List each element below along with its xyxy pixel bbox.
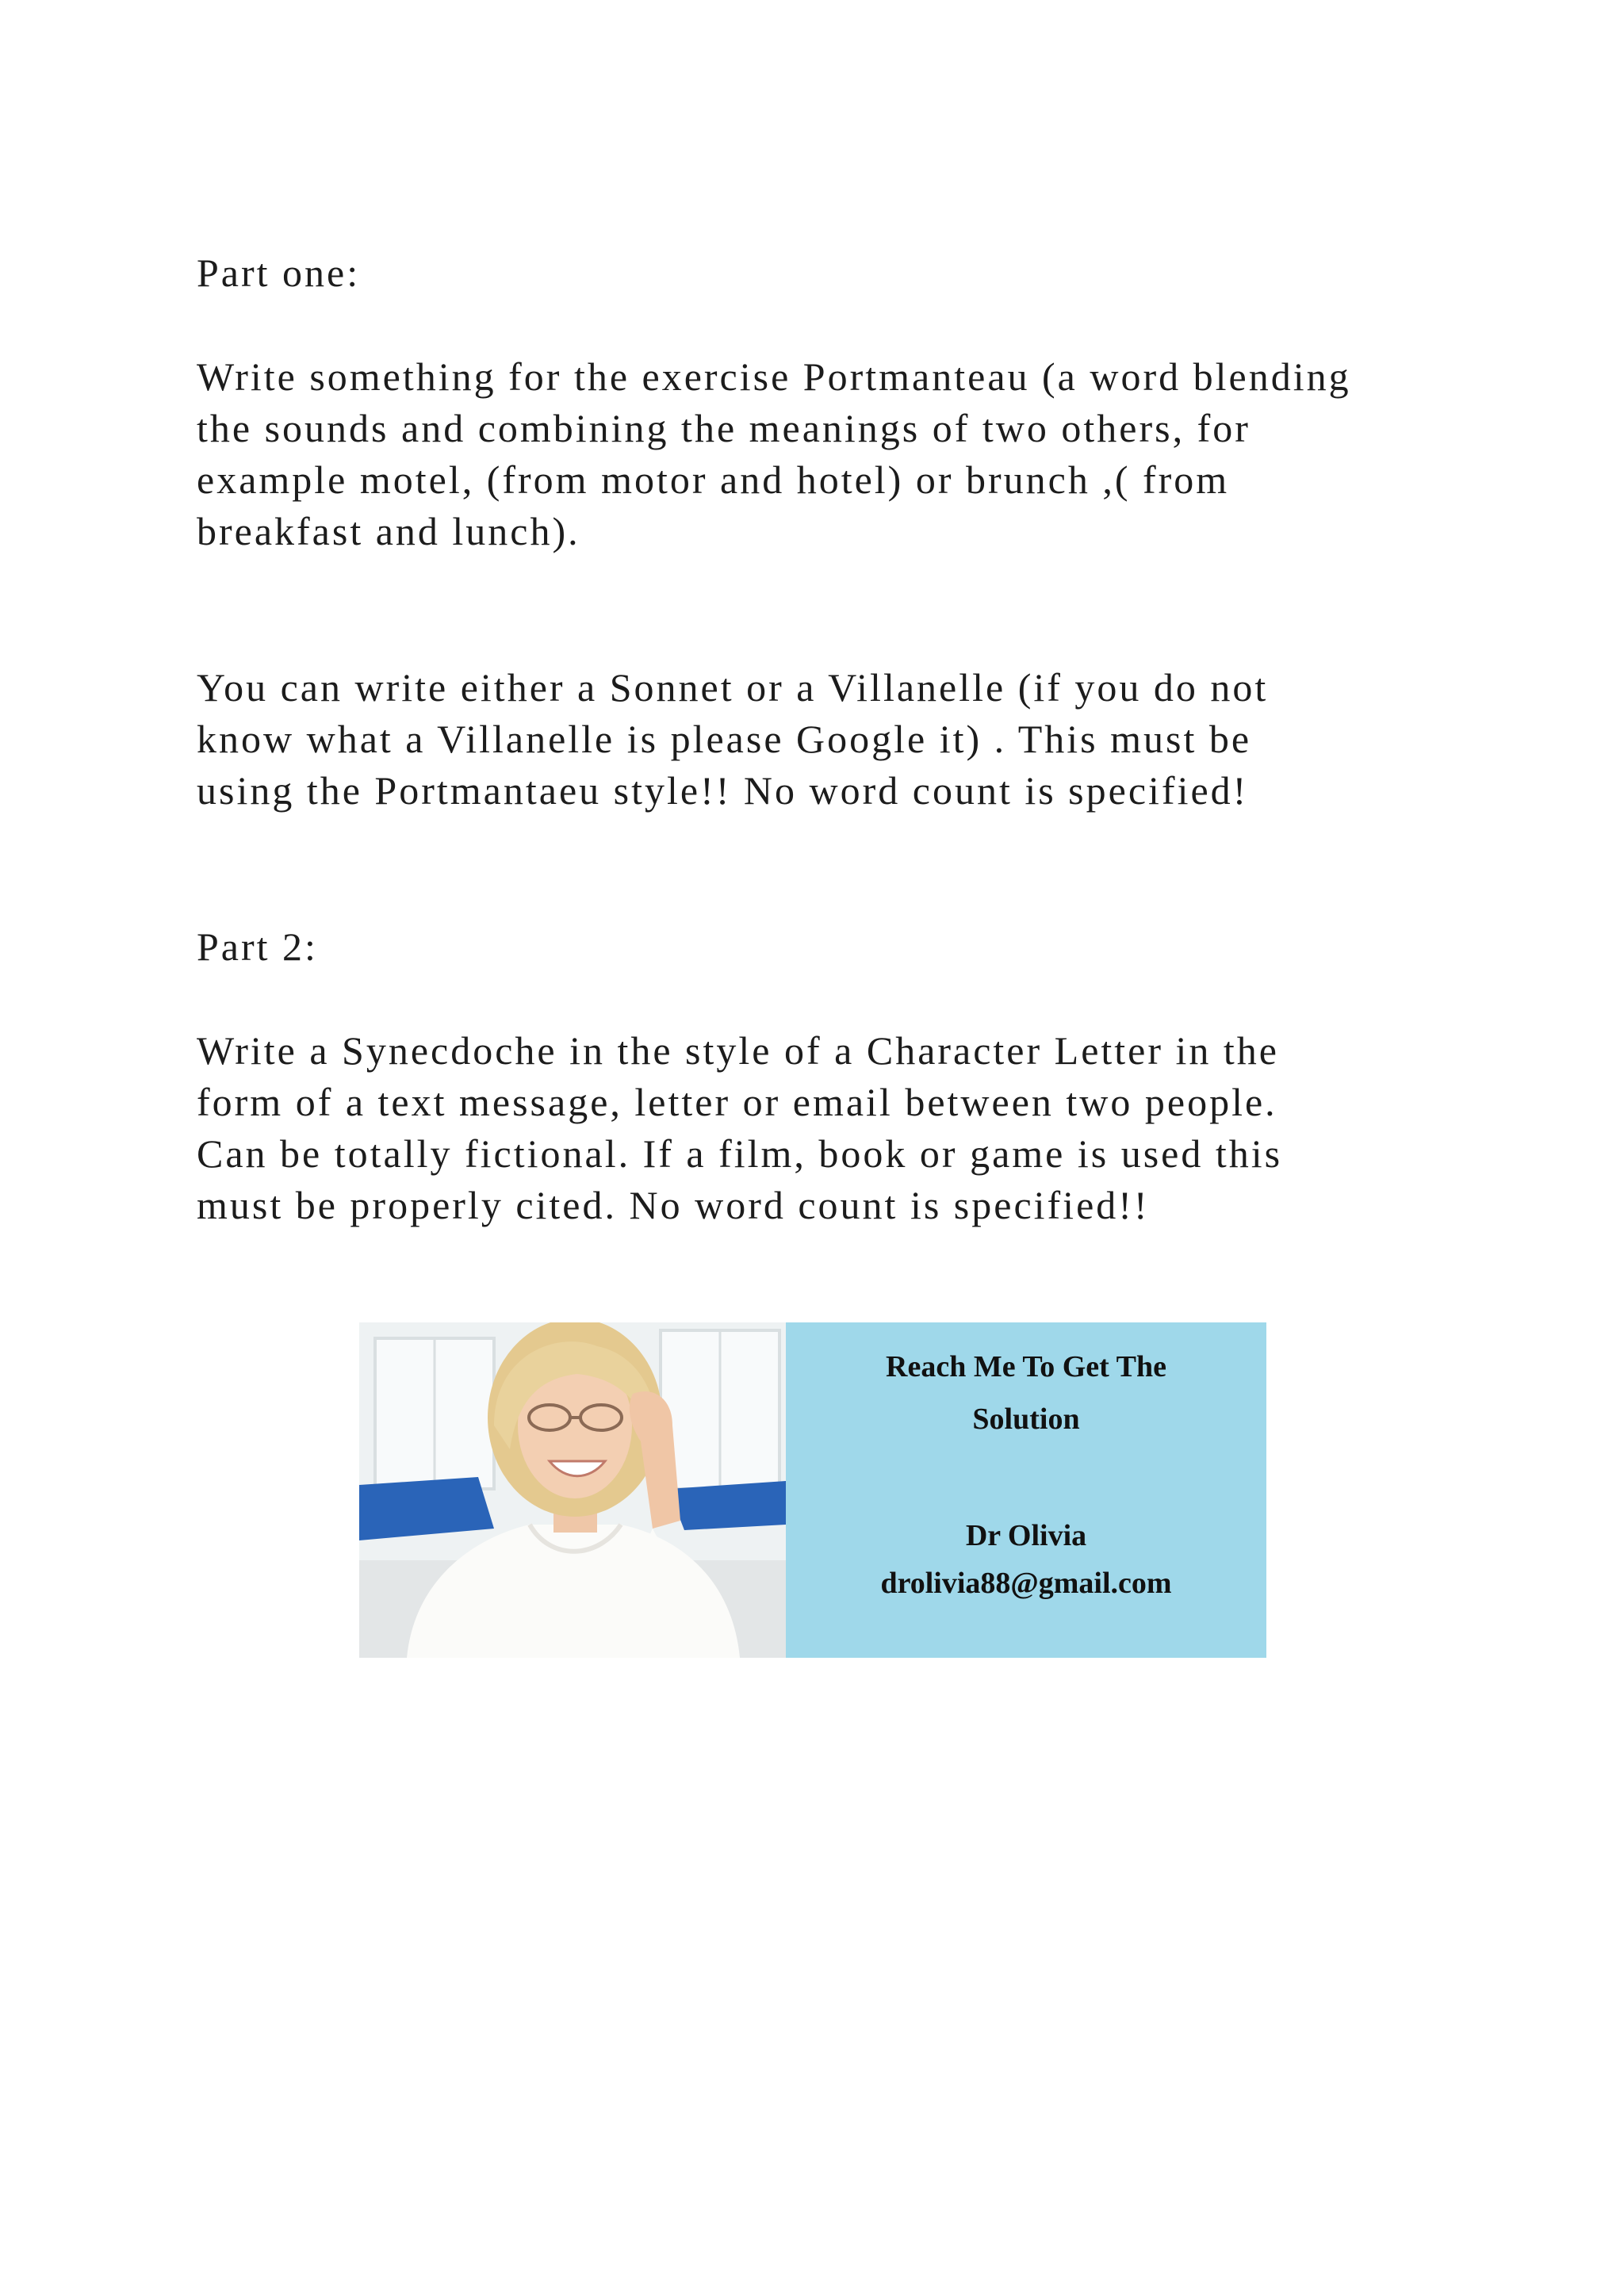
contact-name: Dr Olivia [965,1519,1087,1552]
paragraph-line: must be properly cited. No word count is specified!! [197,1183,1150,1227]
contact-email: drolivia88@gmail.com [880,1567,1172,1600]
paragraph-line: breakfast and lunch). [197,509,580,553]
paragraph-line: You can write either a Sonnet or a Villanelle (if you do not [197,665,1269,710]
contact-banner [359,1322,1266,1658]
part1-heading: Part one: [197,251,361,295]
contact-panel [786,1322,1266,1658]
paragraph-line: Can be totally fictional. If a film, book or game is used this [197,1131,1283,1176]
banner-line-1: Reach Me To Get The [886,1350,1166,1383]
paragraph-line: know what a Villanelle is please Google it) . This must be [197,717,1252,761]
paragraph-line: using the Portmantaeu style!! No word count is specified! [197,768,1249,813]
paragraph-line: example motel, (from motor and hotel) or brunch ,( from [197,457,1230,502]
paragraph-line: Write something for the exercise Portmanteau (a word blending [197,354,1351,399]
part2-heading: Part 2: [197,924,318,969]
banner-line-2: Solution [972,1402,1080,1436]
paragraph-line: Write a Synecdoche in the style of a Character Letter in the [197,1028,1279,1073]
woman-photo [359,1322,786,1658]
paragraph-line: the sounds and combining the meanings of two others, for [197,406,1251,450]
paragraph-line: form of a text message, letter or email between two people. [197,1080,1277,1124]
